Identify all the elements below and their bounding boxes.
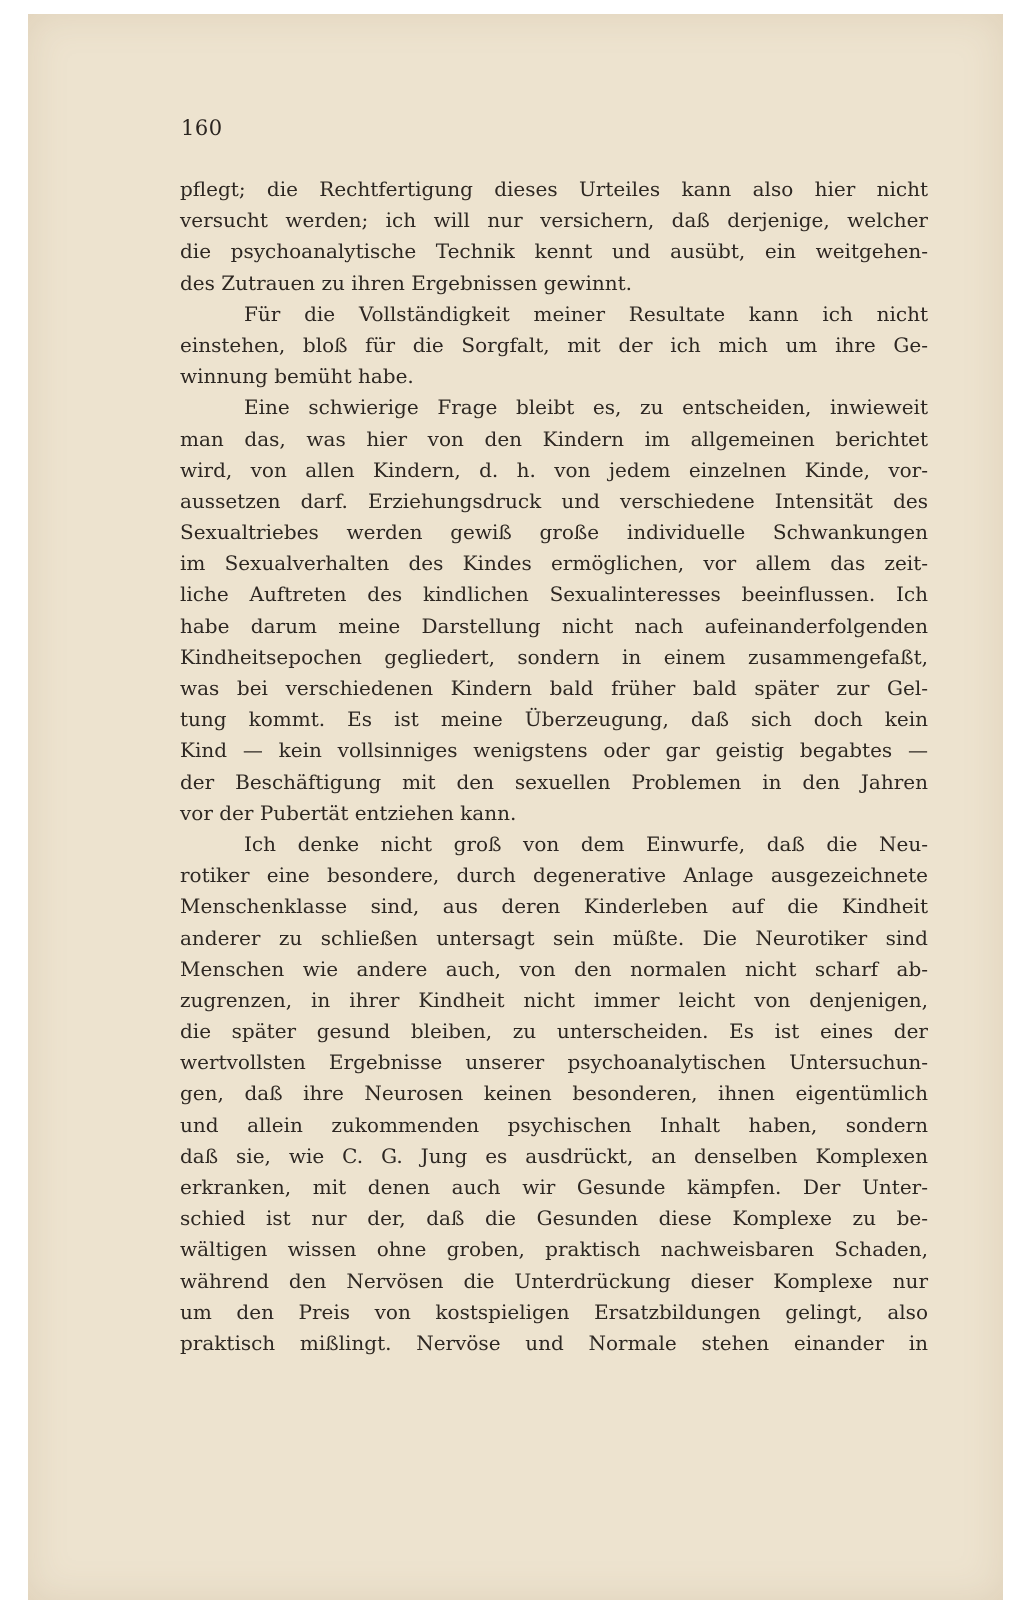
text-line: Eine schwierige Frage bleibt es, zu entscheiden, inwieweit [244, 395, 928, 420]
text-line: der Beschäftigung mit den sexuellen Problemen in den Jahren [180, 769, 928, 794]
text-line: Menschenklasse sind, aus deren Kinderleben auf die Kindheit [180, 894, 928, 919]
text-line: die später gesund bleiben, zu unterscheiden. Es ist eines der [180, 1019, 928, 1044]
text-line: Kindheitsepochen gegliedert, sondern in einem zusammengefaßt, [180, 644, 928, 669]
text-line: einstehen, bloß für die Sorgfalt, mit der ich mich um ihre Ge- [180, 332, 928, 357]
text-line: schied ist nur der, daß die Gesunden diese Komplexe zu be- [180, 1206, 928, 1231]
text-line: erkranken, mit denen auch wir Gesunde kämpfen. Der Unter- [180, 1175, 928, 1199]
text-line: liche Auftreten des kindlichen Sexualinteresses beeinflussen. Ich [180, 582, 928, 607]
text-line: Kind — kein vollsinniges wenigstens oder gar geistig begabtes — [180, 738, 928, 763]
text-line: im Sexualverhalten des Kindes ermöglichen, vor allem das zeit- [180, 551, 928, 576]
text-line: versucht werden; ich will nur versichern, daß derjenige, welcher [180, 208, 928, 233]
text-line: gen, daß ihre Neurosen keinen besonderen, ihnen eigentümlich [180, 1081, 928, 1106]
text-line: aussetzen darf. Erziehungsdruck und verschiedene Intensität des [180, 488, 928, 513]
text-line: Sexualtriebes werden gewiß große individuelle Schwankungen [180, 520, 928, 545]
text-line: Menschen wie andere auch, von den normalen nicht scharf ab- [180, 956, 928, 981]
text-line: pflegt; die Rechtfertigung dieses Urteiles kann also hier nicht [180, 177, 928, 201]
text-line: praktisch mißlingt. Nervöse und Normale stehen einander in [180, 1330, 928, 1355]
text-line: die psychoanalytische Technik kennt und ausübt, ein weitgehen- [180, 239, 928, 264]
text-line: man das, was hier von den Kindern im allgemeinen berichtet [180, 426, 928, 451]
text-line: rotiker eine besondere, durch degenerative Anlage ausgezeichnete [180, 863, 928, 888]
text-line: Ich denke nicht groß von dem Einwurfe, daß die Neu- [244, 831, 928, 856]
text-line: daß sie, wie C. G. Jung es ausdrückt, an denselben Komplexen [180, 1143, 928, 1168]
text-line: während den Nervösen die Unterdrückung dieser Komplexe nur [180, 1268, 928, 1293]
text-line: was bei verschiedenen Kindern bald früher bald später zur Gel- [180, 676, 928, 700]
text-line: des Zutrauen zu ihren Ergebnissen gewinnt. [180, 270, 632, 295]
text-line: zugrenzen, in ihrer Kindheit nicht immer leicht von denjenigen, [180, 987, 928, 1012]
text-line: habe darum meine Darstellung nicht nach aufeinanderfolgenden [180, 613, 928, 638]
text-line: anderer zu schließen untersagt sein müßte. Die Neurotiker sind [180, 925, 928, 950]
text-line: und allein zukommenden psychischen Inhalt haben, sondern [180, 1112, 928, 1137]
body-text [180, 174, 928, 1359]
text-line: tung kommt. Es ist meine Überzeugung, daß sich doch kein [180, 707, 928, 732]
text-line: winnung bemüht habe. [180, 364, 414, 389]
text-line: Für die Vollständigkeit meiner Resultate kann ich nicht [244, 301, 928, 326]
text-line: wertvollsten Ergebnisse unserer psychoanalytischen Untersuchun- [180, 1050, 928, 1075]
text-line: wältigen wissen ohne groben, praktisch nachweisbaren Schaden, [180, 1237, 928, 1262]
text-line: wird, von allen Kindern, d. h. von jedem einzelnen Kinde, vor- [180, 457, 928, 482]
book-page [28, 14, 1003, 1600]
page-number: 160 [181, 116, 223, 140]
text-line: um den Preis von kostspieligen Ersatzbildungen gelingt, also [180, 1299, 928, 1324]
text-line: vor der Pubertät entziehen kann. [180, 800, 517, 825]
